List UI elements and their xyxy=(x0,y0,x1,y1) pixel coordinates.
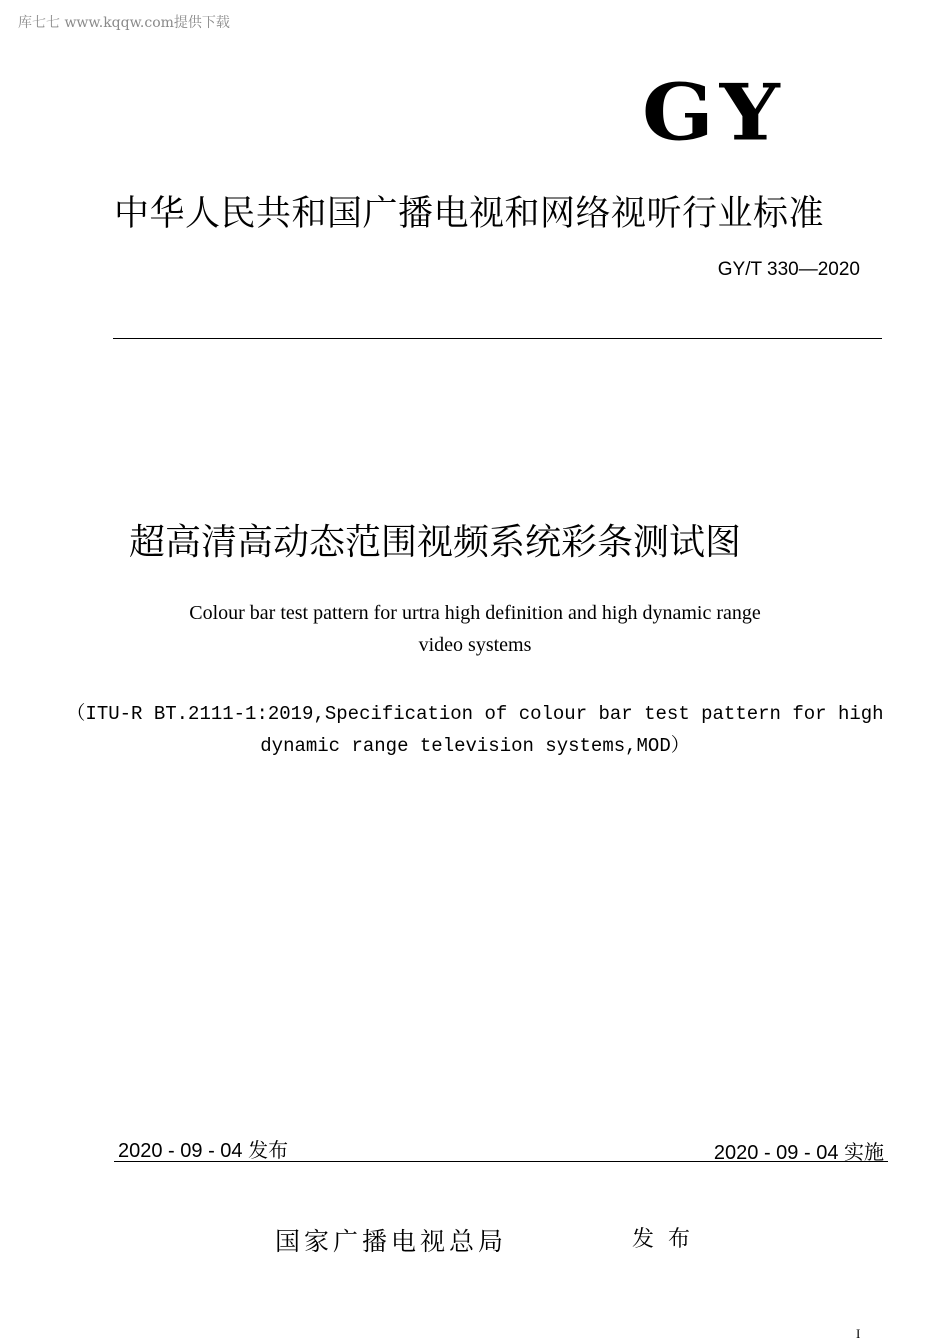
page-number: I xyxy=(856,1326,861,1341)
chinese-title xyxy=(0,514,950,565)
gy-logo: GY xyxy=(642,66,786,158)
english-title xyxy=(0,597,950,661)
reference-line-2: dynamic range television systems,MOD） xyxy=(260,735,690,757)
watermark-text: 库七七 www.kqqw.com提供下载 xyxy=(18,15,230,31)
english-title-line-2: video systems xyxy=(418,634,532,656)
publish-date: 2020 - 09 - 04 发布 xyxy=(118,1140,289,1162)
issuing-authority: 国家广播电视总局 xyxy=(275,1227,508,1256)
issue-label: 发布 xyxy=(632,1227,705,1252)
footer-divider xyxy=(114,1161,888,1162)
reference-standard xyxy=(0,698,950,762)
header-divider xyxy=(113,338,882,339)
chinese-title-text: 超高清高动态范围视频系统彩条测试图 xyxy=(128,522,741,563)
english-title-line-1: Colour bar test pattern for urtra high definition and high dynamic range xyxy=(189,602,761,624)
implement-date: 2020 - 09 - 04 实施 xyxy=(713,1142,884,1164)
reference-line-1: （ITU-R BT.2111-1:2019,Specification of colour bar test pattern for high xyxy=(66,703,884,725)
standard-category-title: 中华人民共和国广播电视和网络视听行业标准 xyxy=(114,194,825,234)
standard-code: GY/T 330—2020 xyxy=(717,259,860,280)
